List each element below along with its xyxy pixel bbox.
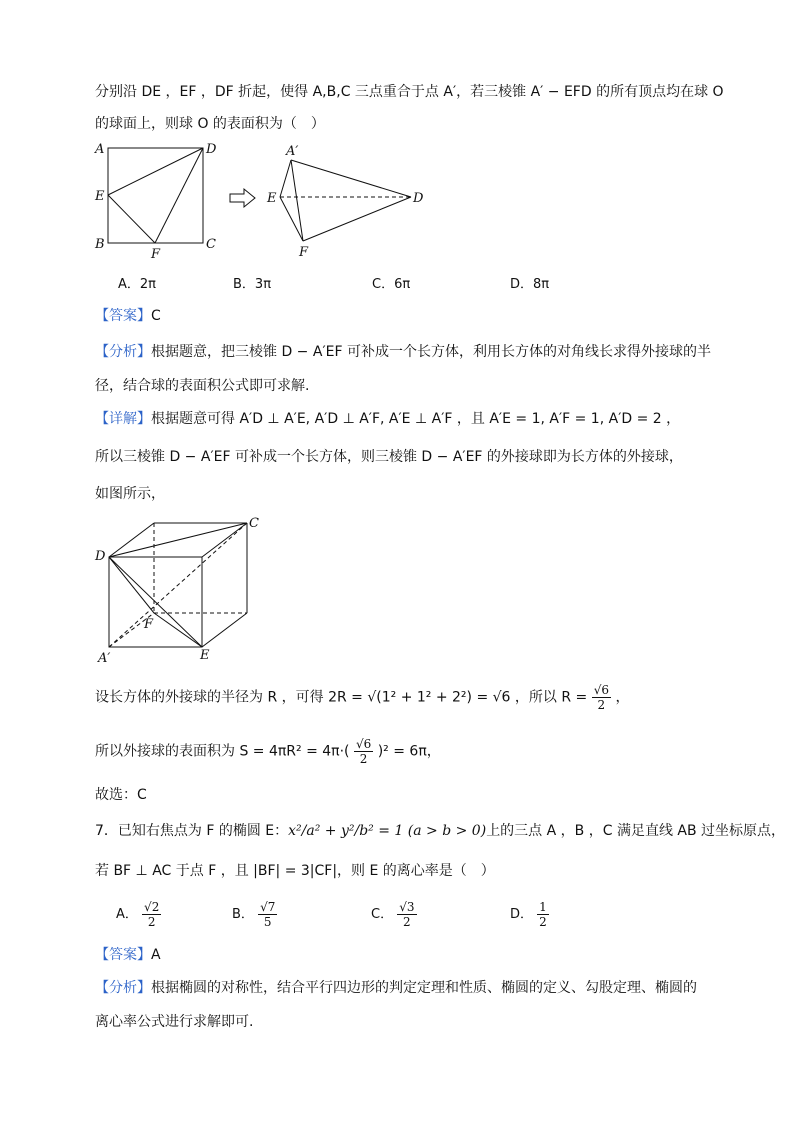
q6-choice-d: D．8π (510, 277, 550, 292)
q7-stem-pre: 7．已知右焦点为 F 的椭圆 E： (95, 823, 289, 839)
fig1-label-f: F (151, 247, 161, 262)
q6-detail-line3: 如图所示， (95, 486, 165, 502)
fig2-label-d: D (413, 191, 424, 206)
fig2-label-e: E (267, 191, 277, 206)
q6-area-text: 所以外接球的表面积为 S = 4πR² = 4π·( (95, 743, 350, 760)
q6-area-den: 2 (359, 752, 368, 766)
q6-choice-b: B．3π (233, 277, 272, 292)
q6-answer-tag: 【答案】 (95, 308, 151, 324)
q7-choice-d-label: D． (510, 907, 534, 922)
fig3-label-c: C (249, 516, 259, 531)
q6-stem-line2: 的球面上，则球 O 的表面积为（ ） (95, 116, 325, 132)
q6-radius-text: 设长方体的外接球的半径为 R ，可得 2R = √(1² + 1² + 2²) = √6 ，所以 R = (95, 689, 588, 706)
q7-choice-a-label: A． (116, 907, 138, 922)
q7-answer-tag: 【答案】 (95, 947, 151, 963)
q6-analysis-tag: 【分析】 (95, 344, 151, 360)
q6-radius-line (95, 683, 629, 712)
q6-area-fraction (354, 737, 373, 766)
q7-choice-b-num: √7 (260, 900, 276, 914)
q7-choice-a-den: 2 (147, 915, 156, 929)
q6-figure-cuboid (92, 515, 272, 665)
q6-area-post: )² = 6π， (377, 743, 441, 760)
q7-choice-a (116, 900, 161, 929)
q7-choice-b (232, 900, 277, 929)
q7-choice-d-den: 2 (539, 915, 547, 929)
fig3-label-d: D (95, 549, 106, 564)
q7-answer: A (151, 947, 161, 963)
q7-choice-b-label: B． (232, 907, 254, 922)
fig1-label-e: E (95, 189, 105, 204)
q6-area-num: √6 (355, 737, 372, 751)
q7-choice-d-num: 1 (539, 900, 547, 914)
fig3-label-f: F (144, 617, 154, 632)
fig1-label-c: C (206, 237, 216, 252)
q7-stem-line1 (95, 821, 785, 841)
fig1-label-a: A (95, 142, 105, 157)
q6-conclusion: 故选：C (95, 787, 147, 803)
q7-choice-c-fraction (397, 900, 416, 929)
q6-radius-den: 2 (597, 698, 606, 712)
q6-choice-c: C．6π (372, 277, 411, 292)
q7-analysis-line2: 离心率公式进行求解即可. (95, 1014, 254, 1030)
q7-choice-c-den: 2 (403, 915, 411, 929)
q7-choice-b-den: 5 (263, 915, 272, 929)
q7-choice-a-num: √2 (144, 900, 160, 914)
q7-analysis-tag: 【分析】 (95, 980, 151, 996)
fold-arrow-icon (228, 188, 258, 208)
q7-choice-d (510, 900, 549, 929)
q7-stem-line2: 若 BF ⊥ AC 于点 F ，且 |BF| = 3|CF|，则 E 的离心率是（ ） (95, 863, 495, 879)
q7-choice-a-fraction (142, 900, 161, 929)
q6-radius-fraction (592, 683, 611, 712)
q6-detail-line2: 所以三棱锥 D − A′EF 可补成一个长方体，则三棱锥 D − A′EF 的外接球即为长方体的外接球， (95, 449, 683, 465)
fig2-label-a-prime: A′ (286, 144, 299, 159)
q6-radius-num: √6 (593, 683, 610, 697)
fig3-label-a-prime: A′ (98, 651, 111, 666)
q6-stem-line1: 分别沿 DE ，EF ，DF 折起，使得 A,B,C 三点重合于点 A′，若三棱锥 A′ − EFD 的所有顶点均在球 O (95, 84, 724, 100)
q6-analysis-text1: 根据题意，把三棱锥 D − A′EF 可补成一个长方体，利用长方体的对角线长求得外接球的半 (151, 344, 711, 360)
q7-choice-c (371, 900, 417, 929)
q6-analysis-line1 (95, 342, 711, 362)
q6-detail-tag: 【详解】 (95, 411, 151, 427)
fig3-label-e: E (200, 648, 210, 663)
q6-answer: C (151, 308, 161, 324)
q6-radius-post: ， (615, 689, 630, 706)
q7-analysis-text1: 根据椭圆的对称性，结合平行四边形的判定定理和性质、椭圆的定义、勾股定理、椭圆的 (151, 980, 697, 996)
q6-analysis-line2: 径，结合球的表面积公式即可求解. (95, 378, 310, 394)
q7-stem-post: 上的三点 A ，B ，C 满足直线 AB 过坐标原点， (486, 823, 786, 839)
q7-answer-row (95, 945, 161, 965)
q6-choice-a: A．2π (118, 277, 156, 292)
q7-analysis-line1 (95, 978, 697, 998)
fig1-label-d: D (206, 142, 217, 157)
q7-ellipse-equation: x²/a² + y²/b² = 1 (a > b > 0) (288, 823, 487, 839)
q7-choice-b-fraction (258, 900, 277, 929)
q6-figure-square (90, 140, 230, 260)
fig2-label-f: F (299, 245, 309, 260)
q6-figure-tetrahedron (262, 140, 432, 260)
q7-choice-d-fraction (537, 900, 549, 929)
q6-area-line (95, 737, 441, 766)
fig1-label-b: B (95, 237, 105, 252)
q6-answer-row (95, 306, 161, 326)
q6-detail-line1 (95, 409, 680, 429)
q7-choice-c-label: C． (371, 907, 394, 922)
q6-detail-text1: 根据题意可得 A′D ⊥ A′E, A′D ⊥ A′F, A′E ⊥ A′F ，且 A′E = 1, A′F = 1, A′D = 2 ， (151, 411, 681, 427)
q7-choice-c-num: √3 (399, 900, 415, 914)
